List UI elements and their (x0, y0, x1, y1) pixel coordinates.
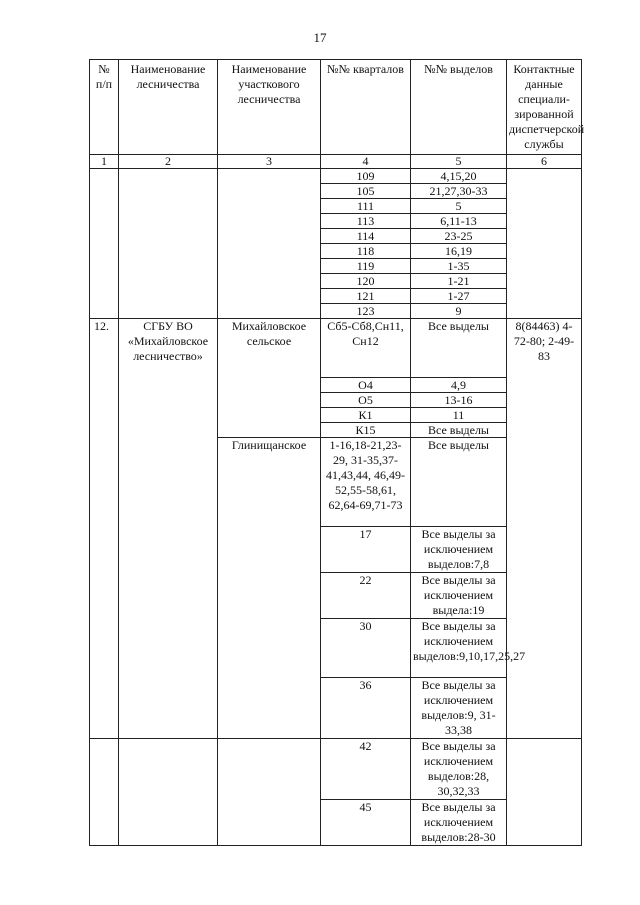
plot-cell: 9 (411, 304, 507, 319)
table-row (90, 169, 582, 184)
quarter-cell: О5 (321, 393, 411, 408)
colnum: 6 (507, 155, 582, 169)
quarter-cell: 118 (321, 244, 411, 259)
plot-cell: Все выделы (411, 423, 507, 438)
quarter-cell: 45 (321, 800, 411, 846)
colnum: 4 (321, 155, 411, 169)
quarter-cell: 120 (321, 274, 411, 289)
header-contacts: Контактные данные специали-зированной диспетчерской службы (507, 60, 582, 155)
quarter-cell: 105 (321, 184, 411, 199)
forestry-name: СГБУ ВО «Михайловское лесничество» (119, 319, 218, 739)
plot-cell: 16,19 (411, 244, 507, 259)
quarter-cell: 1-16,18-21,23-29, 31-35,37-41,43,44, 46,49-52,55-58,61, 62,64-69,71-73 (321, 438, 411, 527)
colnum: 5 (411, 155, 507, 169)
plot-cell: Все выделы за исключением выделов:28, 30,32,33 (411, 739, 507, 800)
empty-cell (507, 739, 582, 846)
empty-cell (218, 739, 321, 846)
forestry-table (89, 59, 585, 846)
plot-cell: 6,11-13 (411, 214, 507, 229)
quarter-cell: 30 (321, 619, 411, 678)
header-row (90, 60, 582, 155)
plot-cell: 1-35 (411, 259, 507, 274)
header-forestry: Наименование лесничества (119, 60, 218, 155)
plot-cell: 5 (411, 199, 507, 214)
quarter-cell: 121 (321, 289, 411, 304)
quarter-cell: 114 (321, 229, 411, 244)
plot-cell: Все выделы за исключением выделов:9,10,17,25,27 (411, 619, 507, 678)
empty-cell (90, 169, 119, 319)
quarter-cell: 22 (321, 573, 411, 619)
plot-cell: 23-25 (411, 229, 507, 244)
quarter-cell: 123 (321, 304, 411, 319)
quarter-cell: 113 (321, 214, 411, 229)
quarter-cell: 119 (321, 259, 411, 274)
plot-cell: 1-27 (411, 289, 507, 304)
quarter-cell: 42 (321, 739, 411, 800)
header-subforestry: Наименование участкового лесничества (218, 60, 321, 155)
plot-cell: Все выделы за исключением выделов:7,8 (411, 527, 507, 573)
plot-cell: Все выделы за исключением выдела:19 (411, 573, 507, 619)
contacts-cell: 8(84463) 4-72-80; 2-49-83 (507, 319, 582, 739)
subforestry-name: Михайловское сельское (218, 319, 321, 438)
plot-cell: 4,15,20 (411, 169, 507, 184)
colnum: 2 (119, 155, 218, 169)
empty-cell (119, 739, 218, 846)
column-numbers-row (90, 155, 582, 169)
plot-cell: Все выделы за исключением выделов:28-30 (411, 800, 507, 846)
table-row (90, 319, 582, 378)
header-num: № п/п (90, 60, 119, 155)
empty-cell (218, 169, 321, 319)
quarter-cell: К1 (321, 408, 411, 423)
subforestry-name: Глинищанское (218, 438, 321, 739)
header-plots: №№ выделов (411, 60, 507, 155)
quarter-cell: 17 (321, 527, 411, 573)
quarter-cell: 111 (321, 199, 411, 214)
colnum: 3 (218, 155, 321, 169)
plot-cell: Все выделы (411, 438, 507, 527)
plot-cell: 4,9 (411, 378, 507, 393)
empty-cell (119, 169, 218, 319)
plot-cell: Все выделы (411, 319, 507, 378)
quarter-cell: К15 (321, 423, 411, 438)
plot-cell: Все выделы за исключением выделов:9, 31-33,38 (411, 678, 507, 739)
header-quarters: №№ кварталов (321, 60, 411, 155)
row-number: 12. (90, 319, 119, 739)
plot-cell: 13-16 (411, 393, 507, 408)
plot-cell: 11 (411, 408, 507, 423)
quarter-cell: 109 (321, 169, 411, 184)
quarter-cell: 36 (321, 678, 411, 739)
empty-cell (90, 739, 119, 846)
plot-cell: 1-21 (411, 274, 507, 289)
table-row (90, 739, 582, 800)
colnum: 1 (90, 155, 119, 169)
quarter-cell: Сб5-Сб8,Сн11, Сн12 (321, 319, 411, 378)
empty-cell (507, 169, 582, 319)
page-number: 17 (313, 30, 327, 45)
quarter-cell: О4 (321, 378, 411, 393)
plot-cell: 21,27,30-33 (411, 184, 507, 199)
